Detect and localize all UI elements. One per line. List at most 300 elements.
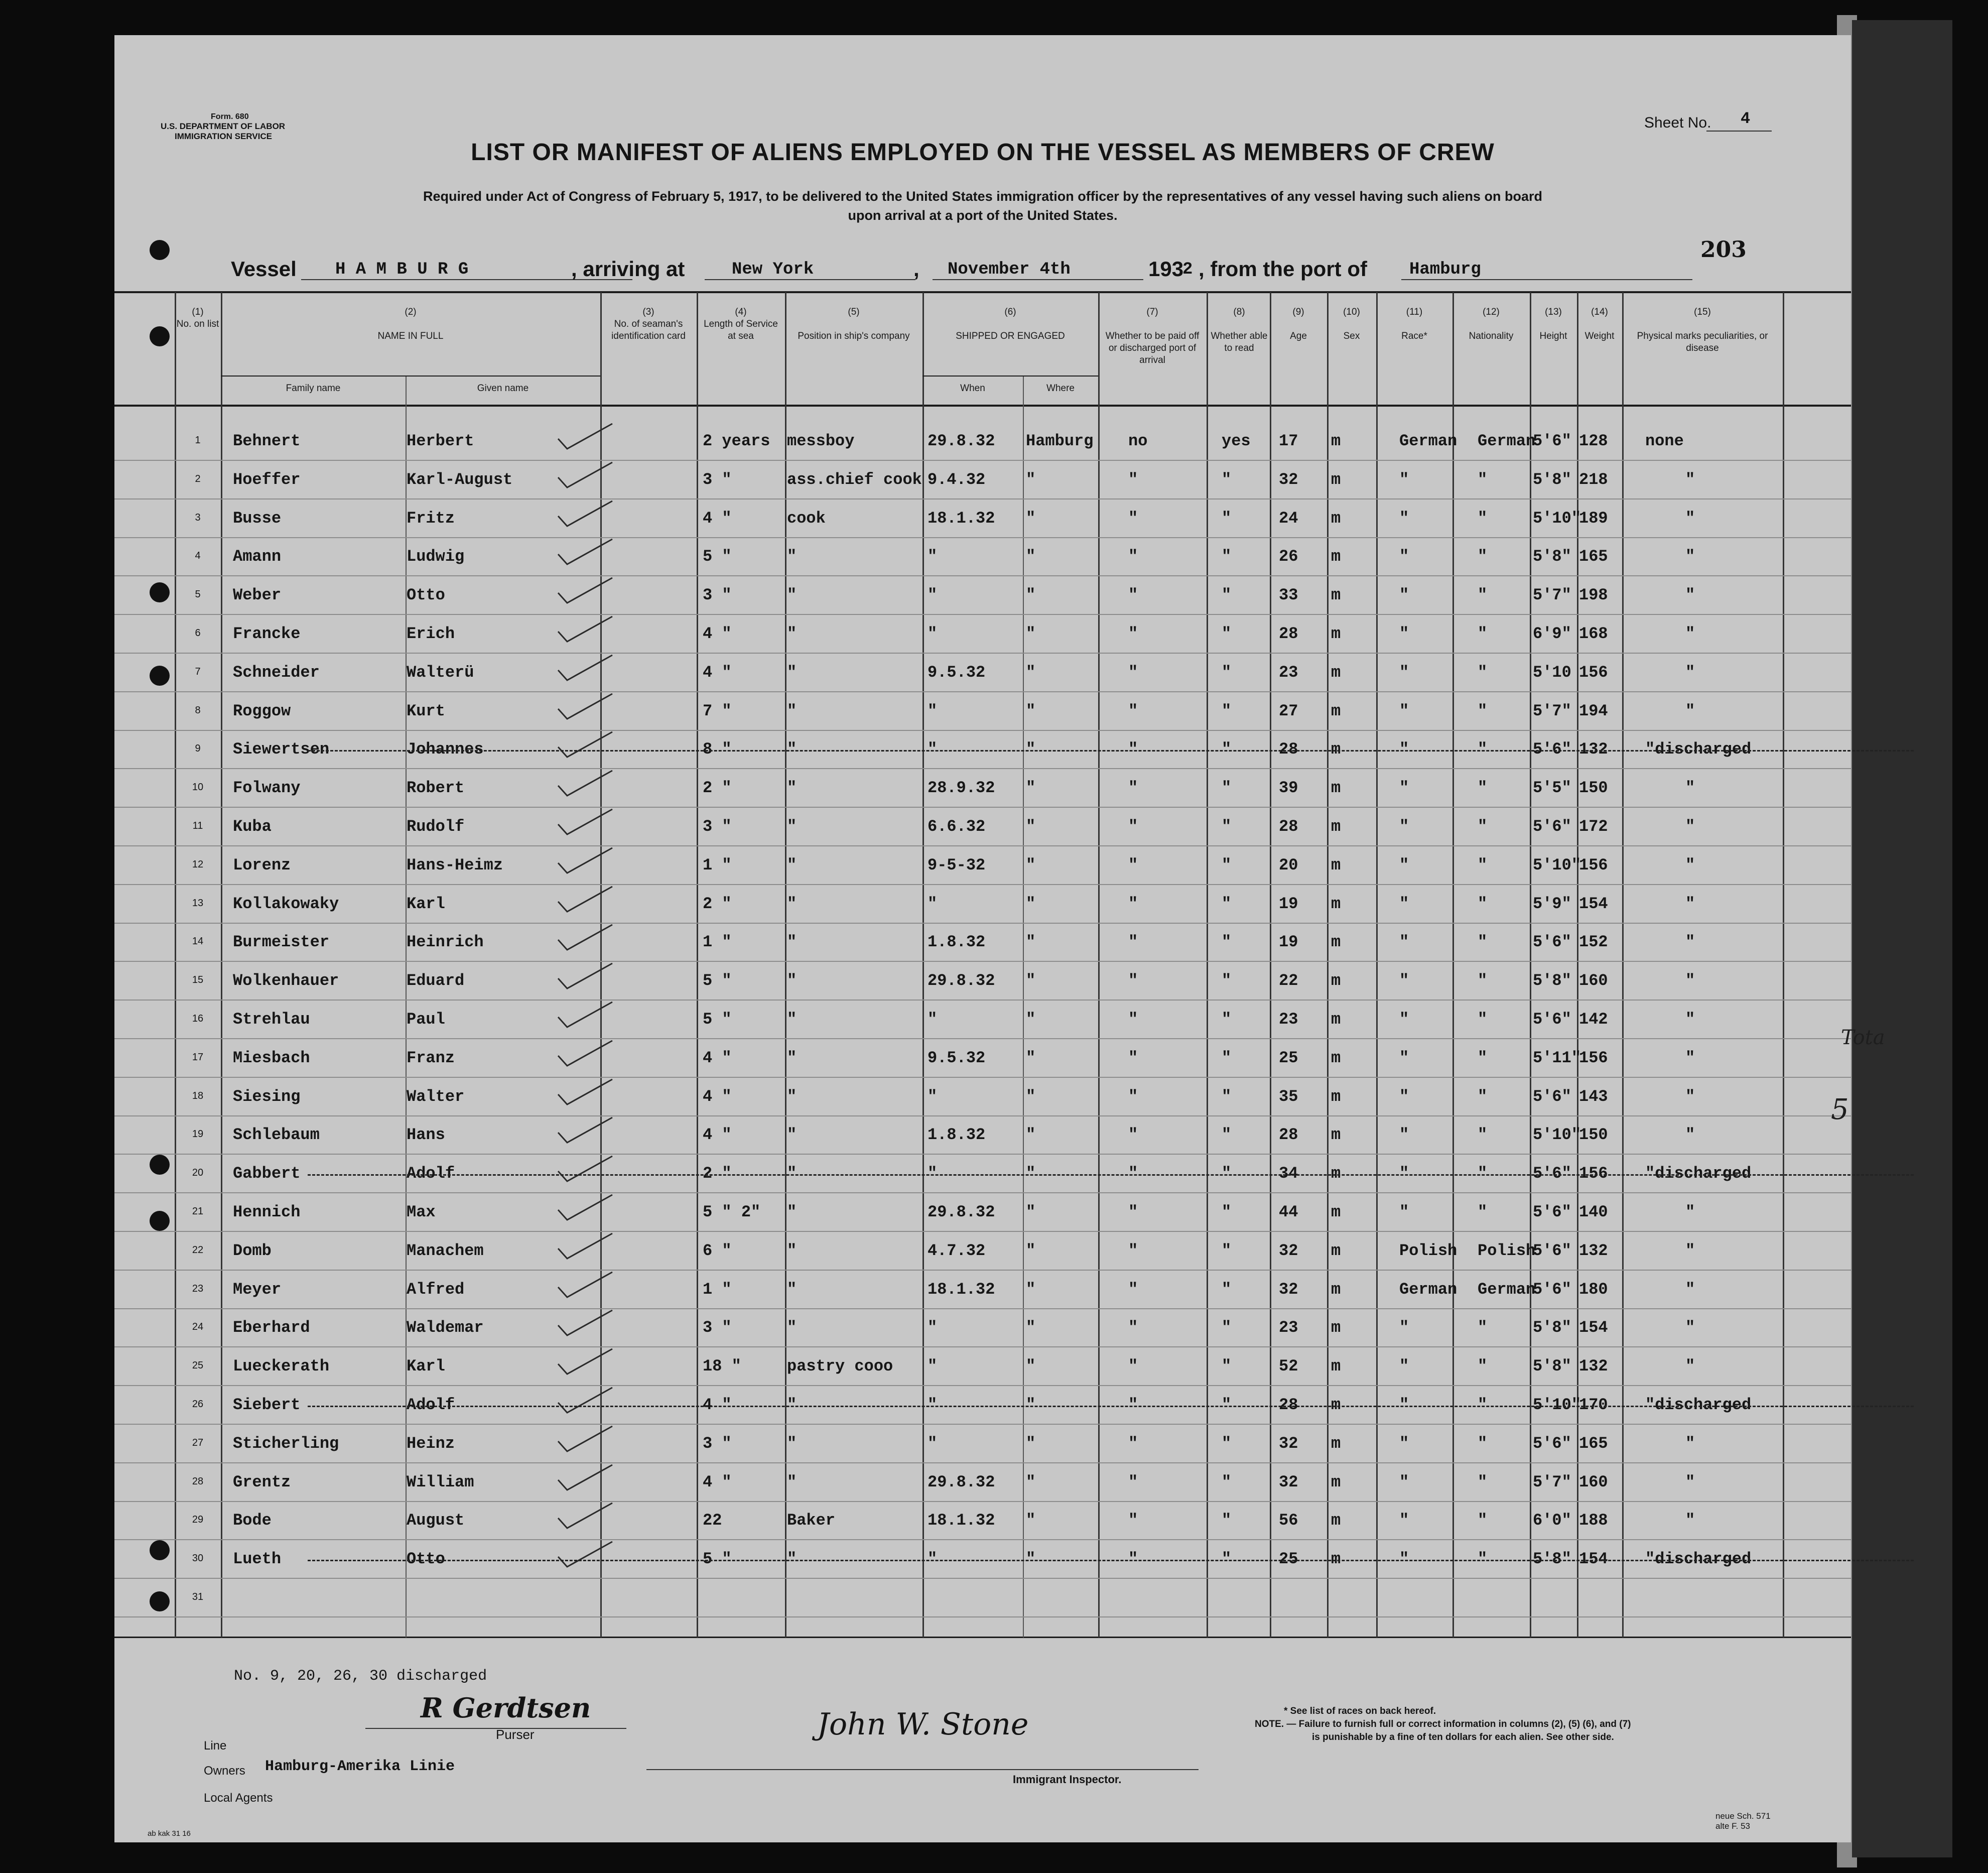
nationality-cell: ": [1478, 855, 1488, 875]
family-name-cell: Bode: [233, 1511, 272, 1530]
check-mark-icon: [556, 730, 616, 760]
margin-note: Tota: [1841, 1026, 1885, 1049]
shipped-when-cell: 29.8.32: [927, 1203, 995, 1221]
age-cell: 32: [1279, 1434, 1298, 1453]
check-mark-icon: [556, 885, 616, 915]
race-cell: ": [1399, 1087, 1409, 1106]
col-num: (6): [1004, 307, 1016, 317]
position-cell: ": [787, 933, 797, 952]
shipped-when-cell: ": [927, 701, 938, 720]
shipped-where-cell: ": [1026, 1550, 1036, 1569]
nationality-cell: German: [1478, 1280, 1536, 1299]
age-cell: 24: [1279, 509, 1298, 528]
row-number: 16: [192, 1013, 204, 1024]
shipped-when-cell: ": [927, 1434, 938, 1453]
check-mark-icon: [556, 653, 616, 683]
family-name-cell: Strehlau: [233, 1010, 310, 1029]
row-rule: [114, 1192, 1851, 1193]
col-num: (8): [1233, 307, 1245, 317]
col-header-weight: [1577, 306, 1622, 342]
weight-cell: 154: [1579, 894, 1608, 913]
height-cell: 5'10: [1533, 663, 1571, 682]
able-to-read-cell: ": [1222, 740, 1232, 759]
family-name-cell: Grentz: [233, 1472, 291, 1491]
nationality-cell: Polish: [1478, 1241, 1536, 1260]
row-rule: [114, 1154, 1851, 1155]
service-length-cell: 3 ": [703, 470, 732, 489]
service-length-cell: 7 ": [703, 701, 732, 720]
family-name-cell: Hoeffer: [233, 470, 301, 489]
given-name-cell: Waldemar: [407, 1318, 484, 1337]
paid-off-cell: ": [1128, 817, 1138, 836]
owners-value: Hamburg-Amerika Linie: [265, 1758, 455, 1775]
sex-cell: m: [1331, 586, 1341, 605]
row-rule: [114, 614, 1851, 615]
height-cell: 5'8": [1533, 1357, 1571, 1376]
print-code: ab kak 31 16: [148, 1829, 191, 1838]
col-divider: [1327, 292, 1329, 1638]
race-cell: ": [1399, 1048, 1409, 1067]
sex-cell: m: [1331, 1434, 1341, 1453]
shipped-where-cell: ": [1026, 509, 1036, 528]
weight-cell: 142: [1579, 1010, 1608, 1029]
weight-cell: 189: [1579, 509, 1608, 528]
race-cell: ": [1399, 1010, 1409, 1029]
col-label: Weight: [1584, 331, 1615, 341]
shipped-when-cell: 9.5.32: [927, 663, 986, 682]
position-cell: ": [787, 1396, 797, 1414]
able-to-read-cell: ": [1222, 779, 1232, 798]
family-name-cell: Kuba: [233, 817, 272, 836]
paid-off-cell: ": [1128, 1126, 1138, 1145]
shipped-when-cell: ": [927, 1550, 938, 1569]
race-cell: ": [1399, 1434, 1409, 1453]
paid-off-cell: ": [1128, 1511, 1138, 1530]
row-number: 29: [192, 1514, 204, 1526]
able-to-read-cell: ": [1222, 625, 1232, 643]
form-number: Form. 680: [211, 112, 249, 121]
given-name-cell: Ludwig: [407, 547, 465, 566]
row-number: 8: [195, 704, 201, 716]
row-rule: [114, 807, 1851, 808]
able-to-read-cell: ": [1222, 1280, 1232, 1299]
height-cell: 5'9": [1533, 894, 1571, 913]
col-divider: [1452, 292, 1454, 1638]
row-number: 19: [192, 1129, 204, 1140]
height-cell: 5'6": [1533, 1280, 1571, 1299]
col-header-service: [701, 306, 781, 342]
shipped-where-cell: ": [1026, 855, 1036, 875]
height-cell: 5'6": [1533, 933, 1571, 952]
race-cell: ": [1399, 971, 1409, 990]
check-mark-icon: [556, 1154, 616, 1184]
page-edge-dark: [1852, 20, 1952, 1857]
row-number: 28: [192, 1475, 204, 1487]
weight-cell: 170: [1579, 1396, 1608, 1414]
row-number: 12: [192, 858, 204, 870]
age-cell: 32: [1279, 1472, 1298, 1491]
row-number: 5: [195, 589, 201, 600]
nationality-cell: ": [1478, 1357, 1488, 1376]
col-label: Race*: [1401, 331, 1427, 341]
sex-cell: m: [1331, 1472, 1341, 1491]
able-to-read-cell: ": [1222, 1550, 1232, 1569]
col-num: (5): [848, 307, 860, 317]
able-to-read-cell: ": [1222, 1434, 1232, 1453]
paid-off-cell: ": [1128, 1164, 1138, 1183]
physical-marks-cell: ": [1685, 971, 1695, 990]
service-length-cell: 3 ": [703, 1434, 732, 1453]
arriving-label: , arriving at: [571, 257, 685, 281]
row-number: 25: [192, 1360, 204, 1371]
age-cell: 28: [1279, 625, 1298, 643]
sex-cell: m: [1331, 1357, 1341, 1376]
year-prefix: 193: [1148, 257, 1184, 281]
age-cell: 27: [1279, 701, 1298, 720]
col-num: (3): [642, 307, 654, 317]
service-length-cell: 3 ": [703, 1318, 732, 1337]
row-rule: [114, 768, 1851, 769]
shipped-when-cell: ": [927, 1087, 938, 1106]
col-label: No. on list: [176, 319, 219, 329]
col-label: Whether to be paid off or discharged port of arrival: [1105, 331, 1200, 365]
paid-off-cell: ": [1128, 933, 1138, 952]
weight-cell: 156: [1579, 663, 1608, 682]
row-rule: [114, 1616, 1851, 1617]
col-num: (2): [405, 307, 417, 317]
nationality-cell: ": [1478, 1550, 1488, 1569]
age-cell: 34: [1279, 1164, 1298, 1183]
age-cell: 39: [1279, 779, 1298, 798]
shipped-where-cell: ": [1026, 1241, 1036, 1260]
position-cell: ": [787, 1010, 797, 1029]
col-subheader-where: Where: [1046, 383, 1075, 394]
check-mark-icon: [556, 576, 616, 606]
sex-cell: m: [1331, 625, 1341, 643]
sex-cell: m: [1331, 933, 1341, 952]
row-number: 15: [192, 974, 204, 986]
inspector-label: Immigrant Inspector.: [1013, 1773, 1122, 1786]
weight-cell: 132: [1579, 740, 1608, 759]
family-name-cell: Meyer: [233, 1280, 282, 1299]
age-cell: 56: [1279, 1511, 1298, 1530]
position-cell: cook: [787, 509, 826, 528]
arrival-date: November 4th: [948, 260, 1071, 279]
paid-off-cell: ": [1128, 1280, 1138, 1299]
sex-cell: m: [1331, 894, 1341, 913]
service-length-cell: 4 ": [703, 1472, 732, 1491]
punch-hole: [150, 1211, 170, 1231]
row-rule: [114, 1270, 1851, 1271]
given-name-cell: Robert: [407, 779, 465, 798]
sex-cell: m: [1331, 470, 1341, 489]
shipped-where-cell: ": [1026, 1396, 1036, 1414]
given-name-cell: William: [407, 1472, 474, 1491]
able-to-read-cell: ": [1222, 586, 1232, 605]
shipped-when-cell: 9.5.32: [927, 1048, 986, 1067]
able-to-read-cell: ": [1222, 971, 1232, 990]
physical-marks-cell: ": [1685, 1241, 1695, 1260]
shipped-subheader-rule: [922, 376, 1098, 377]
col-divider: [697, 292, 698, 1638]
inspector-signature: John W. Stone: [817, 1707, 1029, 1742]
penalty-note-1: NOTE. — Failure to furnish full or correct information in columns (2), (5) (6), and (7): [1255, 1719, 1631, 1729]
col-header-age: [1270, 306, 1327, 342]
port-line: [705, 279, 915, 280]
col-header-nationality: [1452, 306, 1530, 342]
height-cell: 5'8": [1533, 1550, 1571, 1569]
row-number: 24: [192, 1321, 204, 1333]
given-name-cell: Otto: [407, 1550, 445, 1569]
line-label: Line: [204, 1739, 227, 1753]
col-divider: [221, 292, 222, 1638]
family-name-cell: Siesing: [233, 1087, 301, 1106]
col-divider: [1376, 292, 1378, 1638]
col-divider: [1783, 292, 1784, 1638]
nationality-cell: ": [1478, 701, 1488, 720]
shipped-when-cell: 29.8.32: [927, 432, 995, 450]
service-length-cell: 4 ": [703, 1048, 732, 1067]
age-cell: 28: [1279, 740, 1298, 759]
col-divider: [1098, 292, 1100, 1638]
able-to-read-cell: ": [1222, 1511, 1232, 1530]
sex-cell: m: [1331, 509, 1341, 528]
sex-cell: m: [1331, 1280, 1341, 1299]
paid-off-cell: ": [1128, 1203, 1138, 1221]
given-name-cell: Franz: [407, 1048, 455, 1067]
weight-cell: 194: [1579, 701, 1608, 720]
position-cell: ass.chief cook: [787, 470, 922, 489]
row-number: 30: [192, 1553, 204, 1564]
row-rule: [114, 575, 1851, 576]
row-rule: [114, 1308, 1851, 1309]
col-header-sex: [1327, 306, 1376, 342]
row-number: 13: [192, 897, 204, 909]
able-to-read-cell: ": [1222, 1318, 1232, 1337]
service-length-cell: 3 ": [703, 586, 732, 605]
race-cell: German: [1399, 432, 1457, 450]
given-name-cell: Herbert: [407, 432, 474, 450]
weight-cell: 143: [1579, 1087, 1608, 1106]
physical-marks-cell: ": [1685, 586, 1695, 605]
family-name-cell: Folwany: [233, 779, 301, 798]
race-cell: ": [1399, 894, 1409, 913]
given-name-cell: Kurt: [407, 701, 445, 720]
physical-marks-cell: none: [1645, 432, 1684, 450]
check-mark-icon: [556, 1039, 616, 1069]
check-mark-icon: [556, 1077, 616, 1107]
row-number: 2: [195, 473, 201, 484]
age-cell: 33: [1279, 586, 1298, 605]
height-cell: 5'6": [1533, 1241, 1571, 1260]
able-to-read-cell: ": [1222, 1048, 1232, 1067]
given-name-cell: Rudolf: [407, 817, 465, 836]
race-cell: ": [1399, 1550, 1409, 1569]
col-num: (1): [192, 307, 204, 317]
nationality-cell: ": [1478, 740, 1488, 759]
col-divider: [1530, 292, 1531, 1638]
weight-cell: 152: [1579, 933, 1608, 952]
paid-off-cell: ": [1128, 586, 1138, 605]
paid-off-cell: ": [1128, 1241, 1138, 1260]
row-rule: [114, 537, 1851, 538]
col-num: (11): [1406, 307, 1423, 317]
sheet-no-value: 4: [1741, 109, 1751, 128]
age-cell: 25: [1279, 1048, 1298, 1067]
nationality-cell: ": [1478, 1126, 1488, 1145]
race-cell: ": [1399, 1511, 1409, 1530]
able-to-read-cell: ": [1222, 817, 1232, 836]
height-cell: 5'7": [1533, 1472, 1571, 1491]
age-cell: 19: [1279, 933, 1298, 952]
able-to-read-cell: ": [1222, 855, 1232, 875]
height-cell: 5'5": [1533, 779, 1571, 798]
nationality-cell: ": [1478, 663, 1488, 682]
check-mark-icon: [556, 807, 616, 837]
shipped-when-cell: 29.8.32: [927, 971, 995, 990]
paid-off-cell: ": [1128, 625, 1138, 643]
purser-signature: R Gerdtsen: [421, 1692, 591, 1724]
age-cell: 17: [1279, 432, 1298, 450]
family-name-cell: Siewertsen: [233, 740, 330, 759]
paid-off-cell: ": [1128, 1010, 1138, 1029]
position-cell: ": [787, 1087, 797, 1106]
shipped-when-cell: 6.6.32: [927, 817, 986, 836]
family-name-cell: Weber: [233, 586, 282, 605]
sex-cell: m: [1331, 1126, 1341, 1145]
nationality-cell: ": [1478, 1010, 1488, 1029]
nationality-cell: ": [1478, 971, 1488, 990]
paid-off-cell: ": [1128, 1550, 1138, 1569]
check-mark-icon: [556, 1308, 616, 1338]
shipped-where-cell: ": [1026, 1203, 1036, 1221]
position-cell: ": [787, 701, 797, 720]
punch-hole: [150, 240, 170, 260]
strike-through-line: [308, 1406, 1914, 1407]
physical-marks-cell: ": [1685, 855, 1695, 875]
table-bottom-rule: [114, 1637, 1851, 1638]
comma-sep: ,: [913, 257, 919, 281]
service-length-cell: 5 ": [703, 1550, 732, 1569]
paid-off-cell: ": [1128, 470, 1138, 489]
service-length-cell: 1 ": [703, 933, 732, 952]
races-note: * See list of races on back hereof.: [1284, 1706, 1436, 1716]
strike-through-line: [308, 750, 1914, 752]
sex-cell: m: [1331, 432, 1341, 450]
physical-marks-cell: ": [1685, 1511, 1695, 1530]
nationality-cell: ": [1478, 1164, 1488, 1183]
shipped-when-cell: 9.4.32: [927, 470, 986, 489]
able-to-read-cell: ": [1222, 663, 1232, 682]
age-cell: 32: [1279, 1280, 1298, 1299]
paid-off-cell: ": [1128, 663, 1138, 682]
able-to-read-cell: yes: [1222, 432, 1251, 450]
shipped-when-cell: ": [927, 586, 938, 605]
position-cell: ": [787, 625, 797, 643]
height-cell: 5'8": [1533, 971, 1571, 990]
shipped-where-cell: ": [1026, 933, 1036, 952]
able-to-read-cell: ": [1222, 1396, 1232, 1414]
service-length-cell: 18 ": [703, 1357, 741, 1376]
given-name-cell: Heinz: [407, 1434, 455, 1453]
check-mark-icon: [556, 692, 616, 722]
weight-cell: 165: [1579, 547, 1608, 566]
vessel-name: H A M B U R G: [335, 260, 469, 279]
shipped-where-cell: ": [1026, 1511, 1036, 1530]
service-length-cell: 5 ": [703, 1010, 732, 1029]
physical-marks-cell: ": [1685, 933, 1695, 952]
row-rule: [114, 923, 1851, 924]
row-rule: [114, 845, 1851, 846]
from-port-line: [1401, 279, 1692, 280]
race-cell: ": [1399, 817, 1409, 836]
weight-cell: 172: [1579, 817, 1608, 836]
col-label: SHIPPED OR ENGAGED: [956, 331, 1065, 341]
given-name-cell: Otto: [407, 586, 445, 605]
height-cell: 5'8": [1533, 1318, 1571, 1337]
row-rule: [114, 1000, 1851, 1001]
family-name-cell: Busse: [233, 509, 282, 528]
margin-tally: 5: [1831, 1093, 1849, 1126]
family-name-cell: Burmeister: [233, 933, 330, 952]
nationality-cell: ": [1478, 470, 1488, 489]
physical-marks-cell: "discharged: [1645, 740, 1752, 759]
paid-off-cell: ": [1128, 547, 1138, 566]
position-cell: ": [787, 817, 797, 836]
physical-marks-cell: ": [1685, 1048, 1695, 1067]
physical-marks-cell: ": [1685, 1434, 1695, 1453]
punch-hole: [150, 666, 170, 686]
position-cell: ": [787, 1203, 797, 1221]
nationality-cell: ": [1478, 1396, 1488, 1414]
position-cell: ": [787, 1318, 797, 1337]
race-cell: ": [1399, 933, 1409, 952]
row-number: 7: [195, 666, 201, 677]
page-number: 203: [1700, 237, 1747, 263]
family-name-cell: Schlebaum: [233, 1126, 320, 1145]
sheet-no-line: [1706, 131, 1772, 132]
sex-cell: m: [1331, 1318, 1341, 1337]
shipped-where-cell: ": [1026, 740, 1036, 759]
col-subheader-given: Given name: [477, 383, 529, 394]
sex-cell: m: [1331, 547, 1341, 566]
race-cell: ": [1399, 740, 1409, 759]
row-rule: [114, 1115, 1851, 1116]
shipped-when-cell: ": [927, 1318, 938, 1337]
position-cell: ": [787, 855, 797, 875]
from-port-label: , from the port of: [1199, 257, 1367, 281]
service-length-cell: 1 ": [703, 1280, 732, 1299]
age-cell: 28: [1279, 1396, 1298, 1414]
shipped-when-cell: 18.1.32: [927, 1511, 995, 1530]
paid-off-cell: ": [1128, 1472, 1138, 1491]
sex-cell: m: [1331, 1241, 1341, 1260]
nationality-cell: ": [1478, 1434, 1488, 1453]
family-name-cell: Lueth: [233, 1550, 282, 1569]
age-cell: 23: [1279, 663, 1298, 682]
nationality-cell: ": [1478, 509, 1488, 528]
shipped-where-cell: ": [1026, 1164, 1036, 1183]
family-name-cell: Domb: [233, 1241, 272, 1260]
age-cell: 26: [1279, 547, 1298, 566]
row-number: 6: [195, 628, 201, 639]
col-divider: [1207, 292, 1208, 1638]
nationality-cell: ": [1478, 894, 1488, 913]
row-number: 31: [192, 1591, 204, 1602]
weight-cell: 150: [1579, 779, 1608, 798]
col-label: Nationality: [1469, 331, 1514, 341]
nationality-cell: ": [1478, 817, 1488, 836]
